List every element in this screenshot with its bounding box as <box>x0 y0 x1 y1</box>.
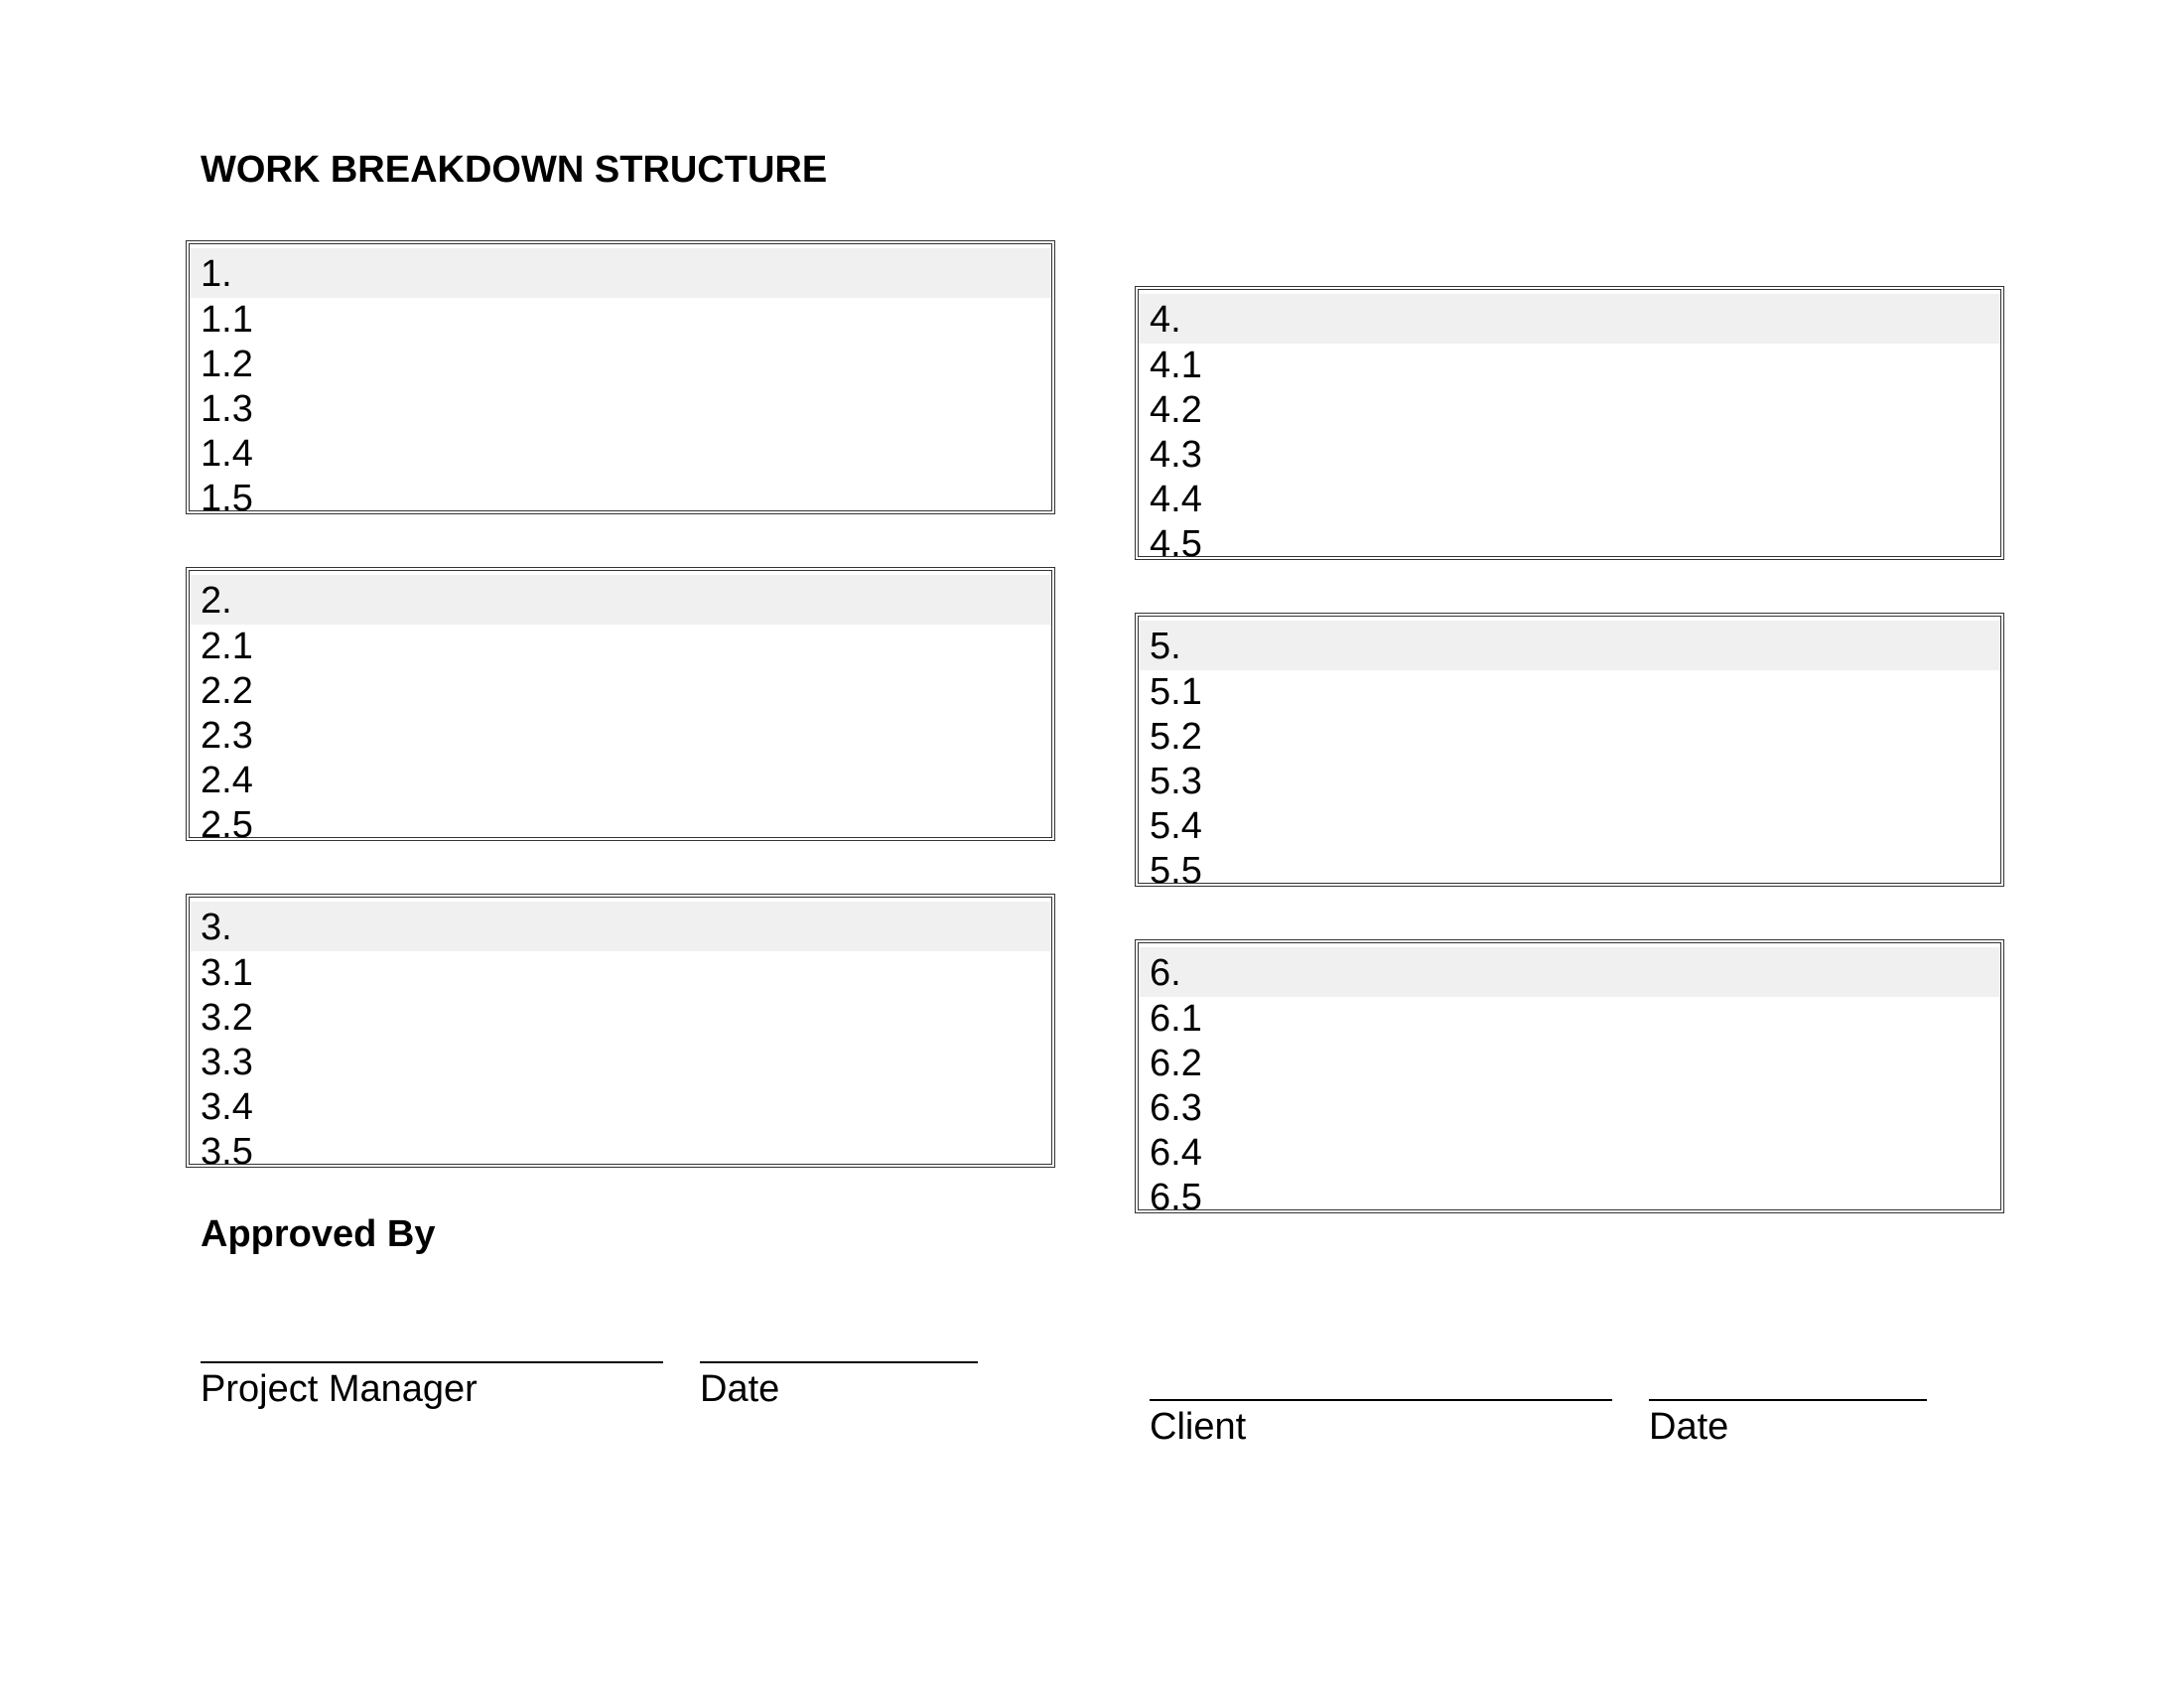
wbs-item: 4.5 <box>1150 523 1202 565</box>
wbs-item: 1.3 <box>201 388 253 430</box>
date-label: Date <box>1649 1406 1729 1448</box>
project-manager-signature[interactable] <box>201 1361 663 1411</box>
wbs-item: 2.2 <box>201 670 253 712</box>
wbs-item: 6.1 <box>1150 998 1202 1040</box>
wbs-section-2 <box>186 567 1055 846</box>
wbs-item: 1.4 <box>201 433 253 475</box>
project-manager-label: Project Manager <box>201 1368 478 1410</box>
wbs-item: 3.2 <box>201 997 253 1039</box>
wbs-item: 6.3 <box>1150 1087 1202 1129</box>
wbs-section-heading: 6. <box>1139 947 2000 997</box>
wbs-section-6 <box>1135 939 2004 1218</box>
client-label: Client <box>1150 1406 1247 1448</box>
wbs-item: 2.1 <box>201 626 253 667</box>
wbs-item: 4.4 <box>1150 479 1202 520</box>
wbs-item: 3.3 <box>201 1042 253 1083</box>
wbs-section-heading: 4. <box>1139 294 2000 344</box>
wbs-section-heading: 1. <box>190 248 1051 298</box>
page-title: WORK BREAKDOWN STRUCTURE <box>201 149 828 191</box>
wbs-item: 2.5 <box>201 804 253 846</box>
wbs-item: 3.1 <box>201 952 253 994</box>
wbs-item: 5.2 <box>1150 716 1202 758</box>
wbs-section-4 <box>1135 286 2004 565</box>
wbs-item: 5.3 <box>1150 761 1202 802</box>
wbs-item: 3.5 <box>201 1131 253 1173</box>
wbs-item: 1.5 <box>201 478 253 519</box>
wbs-item: 1.2 <box>201 344 253 385</box>
wbs-item: 4.2 <box>1150 389 1202 431</box>
wbs-section-5 <box>1135 613 2004 892</box>
wbs-item: 6.5 <box>1150 1177 1202 1218</box>
wbs-section-heading: 2. <box>190 575 1051 625</box>
wbs-item: 2.4 <box>201 760 253 801</box>
client-signature[interactable] <box>1150 1399 1612 1449</box>
wbs-section-heading: 3. <box>190 902 1051 951</box>
wbs-section-1 <box>186 240 1055 519</box>
approved-by-heading: Approved By <box>201 1213 436 1255</box>
wbs-item: 6.2 <box>1150 1043 1202 1084</box>
date-line[interactable] <box>700 1361 978 1363</box>
wbs-section-3 <box>186 894 1055 1173</box>
wbs-item: 2.3 <box>201 715 253 757</box>
wbs-item: 1.1 <box>201 299 253 341</box>
signature-line[interactable] <box>1150 1399 1612 1401</box>
wbs-item: 5.4 <box>1150 805 1202 847</box>
wbs-item: 5.5 <box>1150 850 1202 892</box>
signature-line[interactable] <box>201 1361 663 1363</box>
wbs-item: 4.3 <box>1150 434 1202 476</box>
client-date[interactable] <box>1649 1399 1927 1449</box>
date-label: Date <box>700 1368 780 1410</box>
date-line[interactable] <box>1649 1399 1927 1401</box>
wbs-item: 6.4 <box>1150 1132 1202 1174</box>
wbs-section-heading: 5. <box>1139 621 2000 670</box>
wbs-item: 4.1 <box>1150 345 1202 386</box>
project-manager-date[interactable] <box>700 1361 978 1411</box>
wbs-item: 5.1 <box>1150 671 1202 713</box>
wbs-item: 3.4 <box>201 1086 253 1128</box>
